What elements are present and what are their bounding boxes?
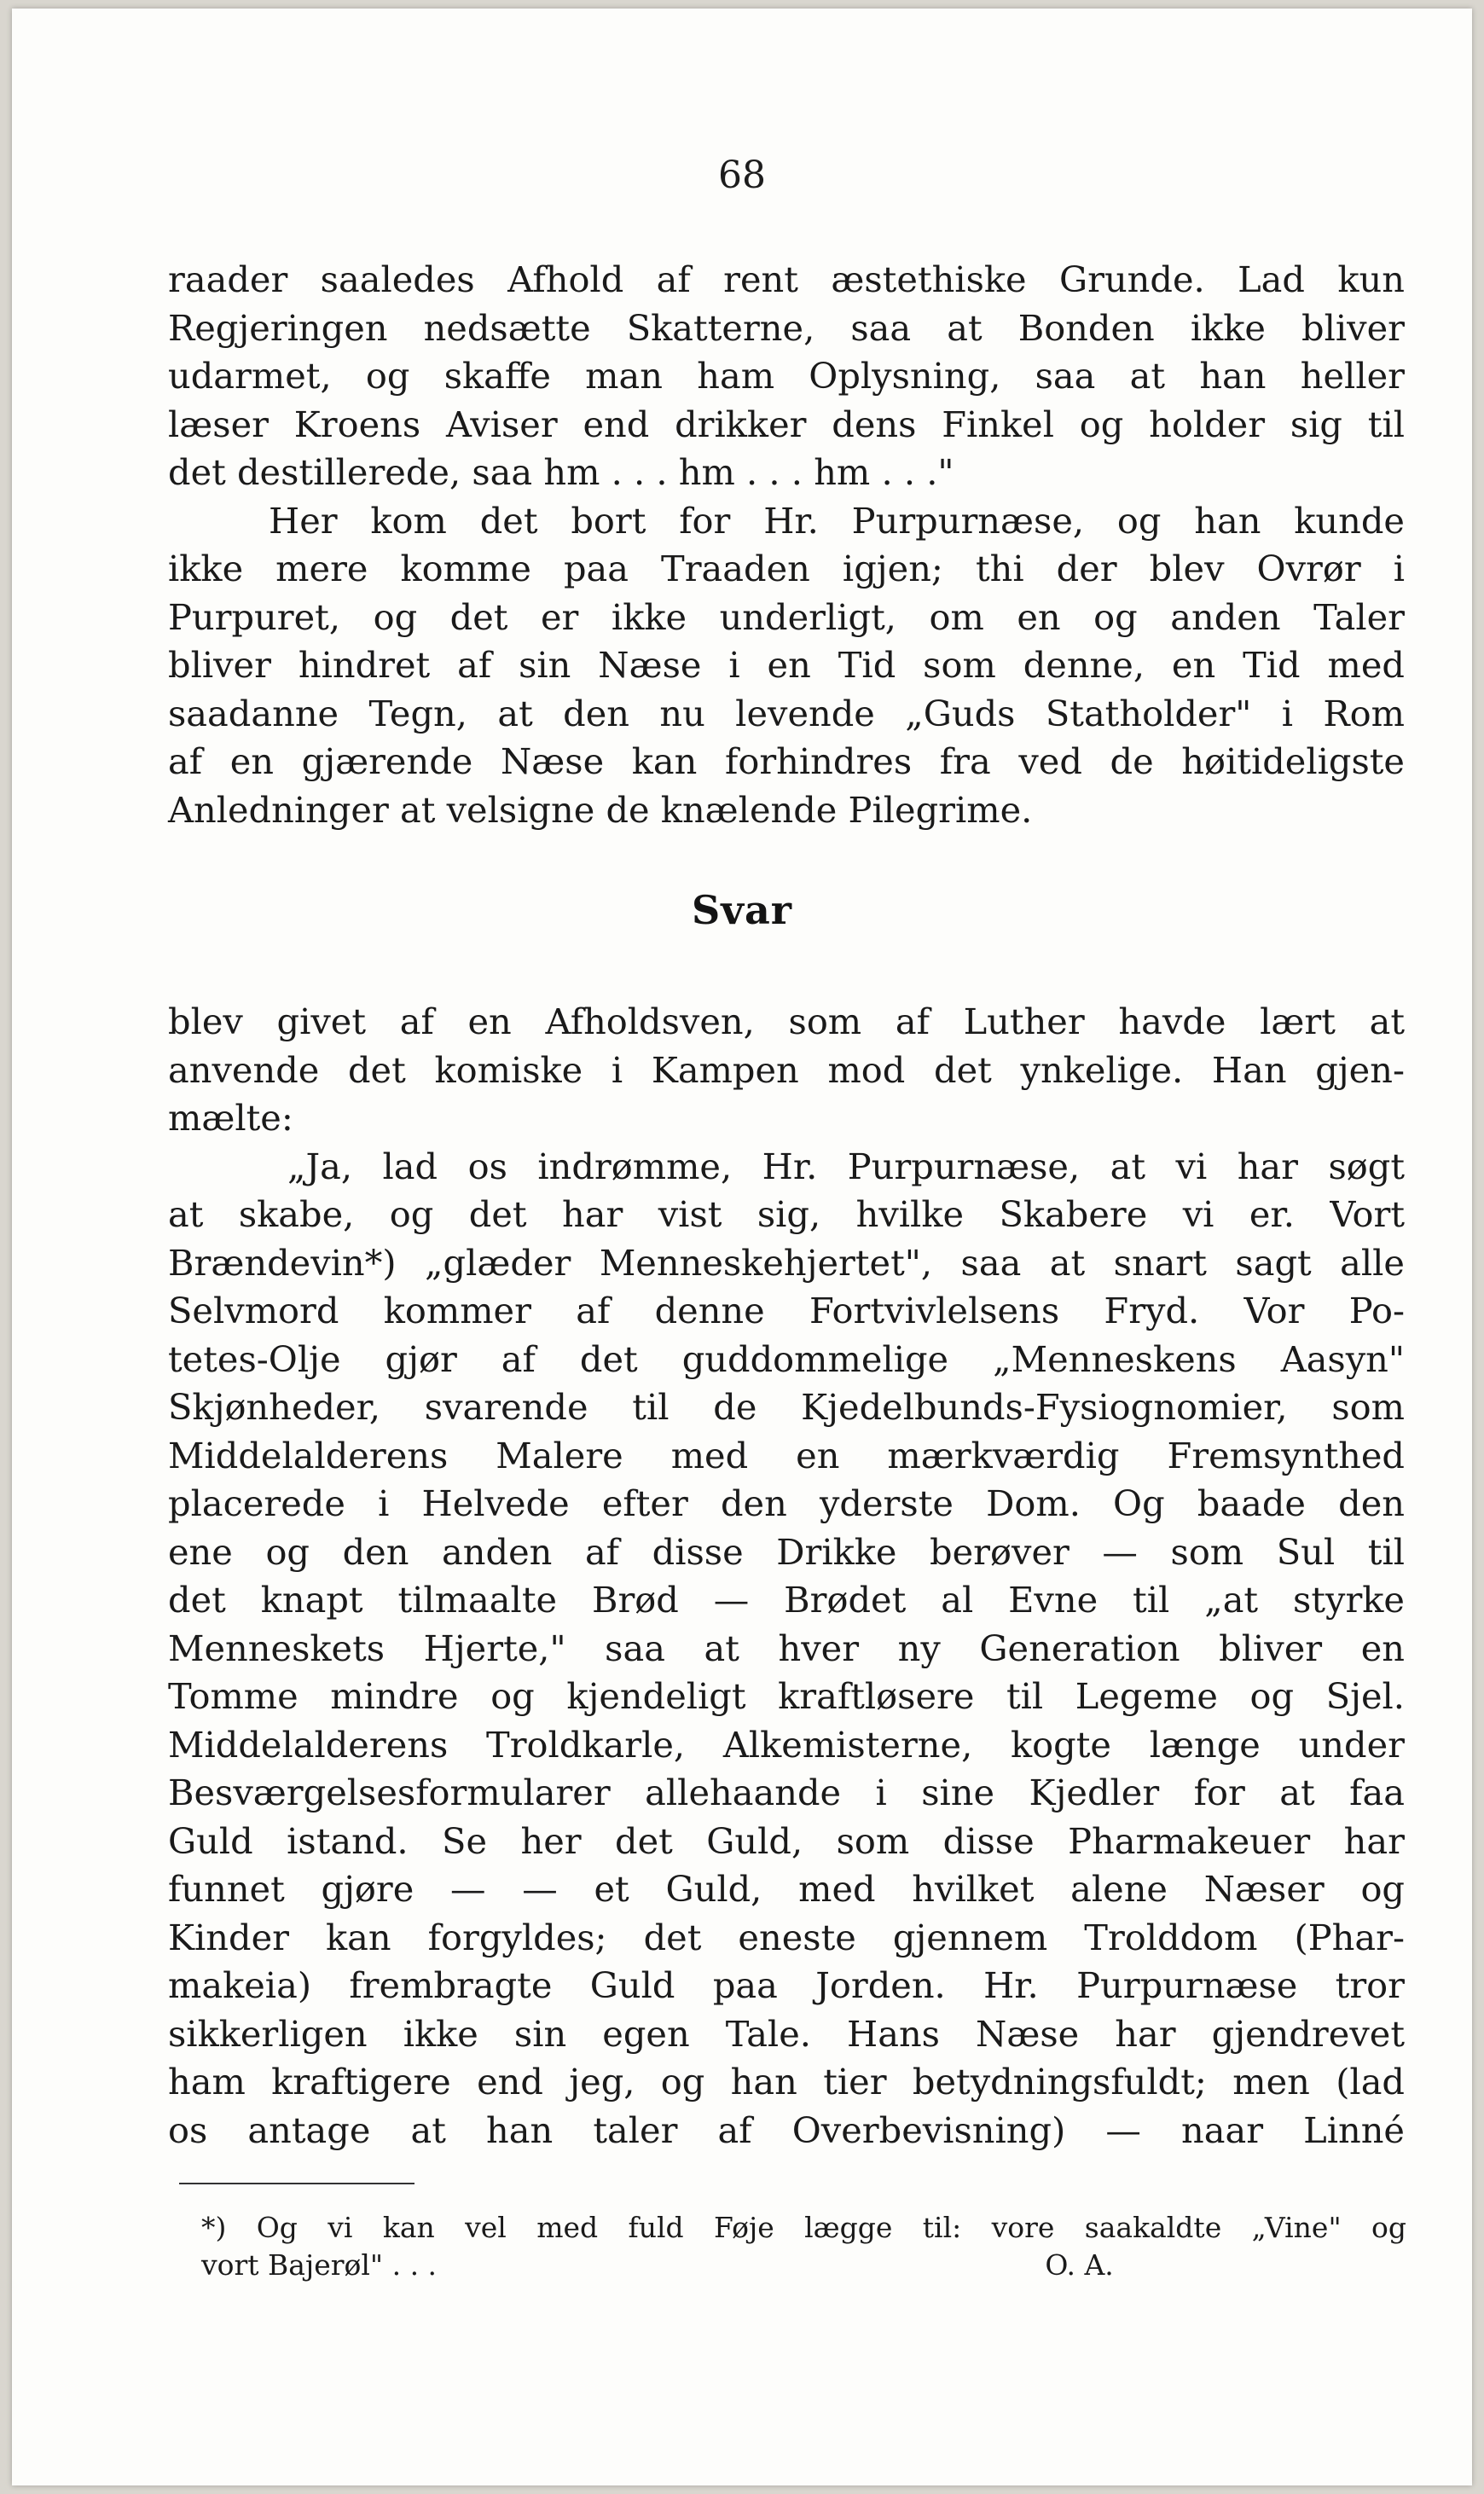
text-line: tetes-Olje gjør af det guddommelige „Menneskens Aasyn" — [168, 1337, 1405, 1380]
text-line: Middelalderens Troldkarle, Alkemisterne, kogte længe under — [168, 1723, 1405, 1766]
text-line: det destillerede, saa hm . . . hm . . . hm . . ." — [168, 451, 954, 493]
footnote-line: *) Og vi kan vel med fuld Føje lægge til: vore saakaldte „Vine" og — [201, 2211, 1406, 2244]
text-line: Menneskets Hjerte," saa at hver ny Generation bliver en — [168, 1627, 1405, 1669]
text-line: Anledninger at velsigne de knælende Pilegrime. — [168, 788, 1033, 831]
text-line: Purpuret, og det er ikke underligt, om en og anden Taler — [168, 595, 1405, 638]
text-line: makeia) frembragte Guld paa Jorden. Hr. Purpurnæse tror — [168, 1964, 1405, 2006]
text-line: Selvmord kommer af denne Fortvivlelsens Fryd. Vor Po- — [168, 1290, 1405, 1331]
text-line: Kinder kan forgyldes; det eneste gjennem Trolddom (Phar- — [168, 1916, 1405, 1958]
text-line: Besværgelsesformularer allehaande i sine Kjedler for at faa — [168, 1772, 1405, 1813]
text-line: ham kraftigere end jeg, og han tier betydningsfuldt; men (lad — [168, 2061, 1405, 2102]
text-line: at skabe, og det har vist sig, hvilke Skabere vi er. Vort — [168, 1193, 1405, 1235]
page-number: 68 — [718, 154, 766, 197]
text-line: os antage at han taler af Overbevisning) — naar Linné — [168, 2108, 1405, 2151]
text-line: Tomme mindre og kjendeligt kraftløsere til Legeme og Sjel. — [168, 1675, 1405, 1717]
text-line: udarmet, og skaffe man ham Oplysning, saa at han heller — [168, 355, 1405, 397]
text-line: det knapt tilmaalte Brød — Brødet al Evne til „at styrke — [168, 1579, 1405, 1621]
paragraph-1 — [168, 256, 1405, 834]
text-line: Middelalderens Malere med en mærkværdig Fremsynthed — [168, 1434, 1405, 1476]
footnote — [201, 2209, 1406, 2284]
text-line: Skjønheder, svarende til de Kjedelbunds-Fysiognomier, som — [168, 1386, 1405, 1428]
text-line: læser Kroens Aviser end drikker dens Finkel og holder sig til — [168, 403, 1405, 445]
paragraph-2 — [168, 998, 1405, 2155]
section-heading: Svar — [692, 887, 792, 933]
footnote-line: vort Bajerøl" . . . O. A. — [201, 2248, 1114, 2282]
text-line: bliver hindret af sin Næse i en Tid som denne, en Tid med — [168, 644, 1405, 686]
text-line: Her kom det bort for Hr. Purpurnæse, og han kunde — [269, 499, 1405, 542]
text-line: sikkerligen ikke sin egen Tale. Hans Næse har gjendrevet — [168, 2012, 1405, 2055]
text-line: funnet gjøre — — et Guld, med hvilket alene Næser og — [168, 1868, 1405, 1910]
text-line: „Ja, lad os indrømme, Hr. Purpurnæse, at vi har søgt — [287, 1145, 1405, 1187]
text-line: Regjeringen nedsætte Skatterne, saa at Bonden ikke bliver — [168, 306, 1405, 349]
footnote-rule — [179, 2183, 414, 2184]
text-line: blev givet af en Afholdsven, som af Luther havde lært at — [168, 1000, 1405, 1042]
text-line: ikke mere komme paa Traaden igjen; thi der blev Ovrør i — [168, 548, 1405, 589]
text-line: raader saaledes Afhold af rent æstethiske Grunde. Lad kun — [168, 258, 1405, 300]
text-line: anvende det komiske i Kampen mod det ynkelige. Han gjen- — [168, 1048, 1405, 1091]
text-line: saadanne Tegn, at den nu levende „Guds Statholder" i Rom — [168, 692, 1405, 734]
book-page — [12, 9, 1472, 2485]
text-line: ene og den anden af disse Drikke berøver — som Sul til — [168, 1530, 1405, 1573]
text-line: af en gjærende Næse kan forhindres fra ved de høitideligste — [168, 740, 1405, 782]
text-line: placerede i Helvede efter den yderste Dom. Og baade den — [168, 1482, 1405, 1524]
text-line: Guld istand. Se her det Guld, som disse Pharmakeuer har — [168, 1819, 1405, 1862]
text-line: mælte: — [168, 1097, 293, 1139]
text-line: Brændevin*) „glæder Menneskehjertet", saa at snart sagt alle — [168, 1241, 1405, 1284]
